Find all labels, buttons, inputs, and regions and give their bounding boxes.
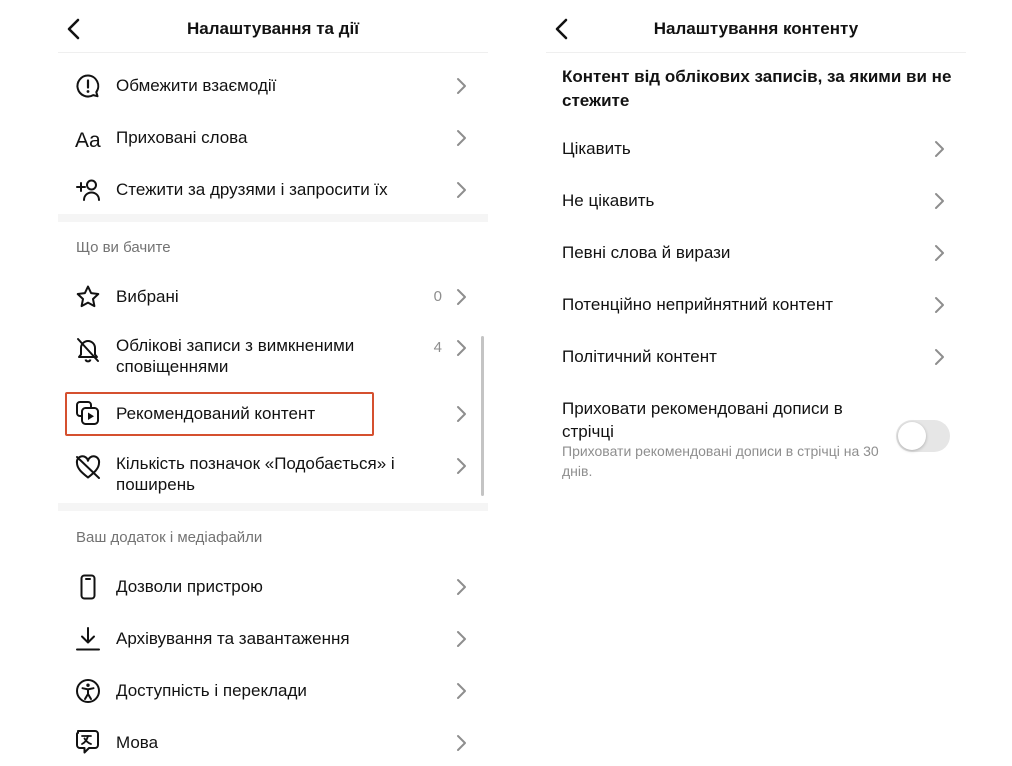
section-divider xyxy=(58,503,488,511)
item-label: Мова xyxy=(116,733,159,752)
item-label: Не цікавить xyxy=(562,191,655,210)
chevron-right-icon xyxy=(456,682,468,700)
restrict-interactions-item[interactable] xyxy=(58,64,488,108)
item-count: 4 xyxy=(433,339,442,356)
item-label: Рекомендований контент xyxy=(116,404,316,423)
svg-text:Aa: Aa xyxy=(75,129,101,152)
language-item[interactable] xyxy=(58,721,488,765)
item-label: Приховані слова xyxy=(116,128,248,147)
interested-item[interactable] xyxy=(546,127,966,171)
chevron-right-icon xyxy=(934,296,946,314)
favorites-item[interactable] xyxy=(58,275,488,319)
header xyxy=(58,0,488,53)
chevron-right-icon xyxy=(934,348,946,366)
content-settings-screen xyxy=(546,0,966,766)
device-permissions-item[interactable] xyxy=(58,565,488,609)
suggested-content-icon xyxy=(74,399,102,427)
item-label: Потенційно неприйнятний контент xyxy=(562,295,833,314)
scrollbar[interactable] xyxy=(481,336,484,496)
chevron-right-icon xyxy=(456,457,468,475)
not-interested-item[interactable] xyxy=(546,179,966,223)
chevron-right-icon xyxy=(456,630,468,648)
page-title: Налаштування контенту xyxy=(653,19,859,38)
like-share-counts-item[interactable] xyxy=(58,444,488,504)
accessibility-translations-item[interactable] xyxy=(58,669,488,713)
item-label: Кількість позначок «Подобається» і поширень xyxy=(116,454,395,494)
hidden-words-item[interactable] xyxy=(58,116,488,160)
muted-accounts-item[interactable] xyxy=(58,326,488,386)
words-phrases-item[interactable] xyxy=(546,231,966,275)
follow-invite-friends-item[interactable] xyxy=(58,168,488,212)
archive-download-item[interactable] xyxy=(58,617,488,661)
section-title-what-you-see: Що ви бачите xyxy=(76,239,171,256)
item-label: Цікавить xyxy=(562,139,631,158)
restrict-icon xyxy=(74,72,102,100)
chevron-right-icon xyxy=(934,244,946,262)
header xyxy=(546,0,966,53)
chevron-right-icon xyxy=(456,129,468,147)
item-count: 0 xyxy=(433,288,442,305)
page-title: Налаштування та дії xyxy=(186,19,360,38)
hide-suggested-posts-toggle[interactable] xyxy=(896,420,950,452)
chevron-right-icon xyxy=(456,181,468,199)
item-label: Облікові записи з вимкненими сповіщеннями xyxy=(116,336,355,376)
sensitive-content-item[interactable] xyxy=(546,283,966,327)
hide-suggested-posts-row xyxy=(546,392,966,484)
muted-bell-icon xyxy=(74,335,102,363)
phone-icon xyxy=(74,573,102,601)
item-label: Дозволи пристрою xyxy=(116,577,263,596)
item-label: Політичний контент xyxy=(562,347,717,366)
accessibility-icon xyxy=(74,677,102,705)
chevron-right-icon xyxy=(456,578,468,596)
toggle-title: Приховати рекомендовані дописи в стрічці xyxy=(562,399,843,441)
item-label: Доступність і переклади xyxy=(116,681,307,700)
download-icon xyxy=(74,625,102,653)
item-label: Обмежити взаємодії xyxy=(116,76,277,95)
chevron-right-icon xyxy=(456,288,468,306)
hidden-words-icon xyxy=(74,124,102,152)
chevron-right-icon xyxy=(456,339,468,357)
toggle-description: Приховати рекомендовані дописи в стрічці на 30 днів. xyxy=(562,443,879,479)
star-icon xyxy=(74,283,102,311)
suggested-content-item[interactable] xyxy=(58,392,488,436)
chevron-right-icon xyxy=(934,192,946,210)
political-content-item[interactable] xyxy=(546,335,966,379)
item-label: Архівування та завантаження xyxy=(116,629,350,648)
chevron-right-icon xyxy=(934,140,946,158)
language-icon xyxy=(74,728,102,756)
section-title-app-media: Ваш додаток і медіафайли xyxy=(76,529,263,546)
chevron-right-icon xyxy=(456,734,468,752)
toggle-knob xyxy=(898,422,926,450)
chevron-right-icon xyxy=(456,77,468,95)
chevron-right-icon xyxy=(456,405,468,423)
section-heading: Контент від облікових записів, за якими ви не стежите xyxy=(562,67,952,110)
item-label: Стежити за друзями і запросити їх xyxy=(116,180,388,199)
section-divider xyxy=(58,214,488,222)
add-person-icon xyxy=(74,176,102,204)
settings-and-actions-screen xyxy=(58,0,488,766)
item-label: Певні слова й вирази xyxy=(562,243,731,262)
hidden-likes-icon xyxy=(74,453,102,481)
item-label: Вибрані xyxy=(116,287,179,306)
